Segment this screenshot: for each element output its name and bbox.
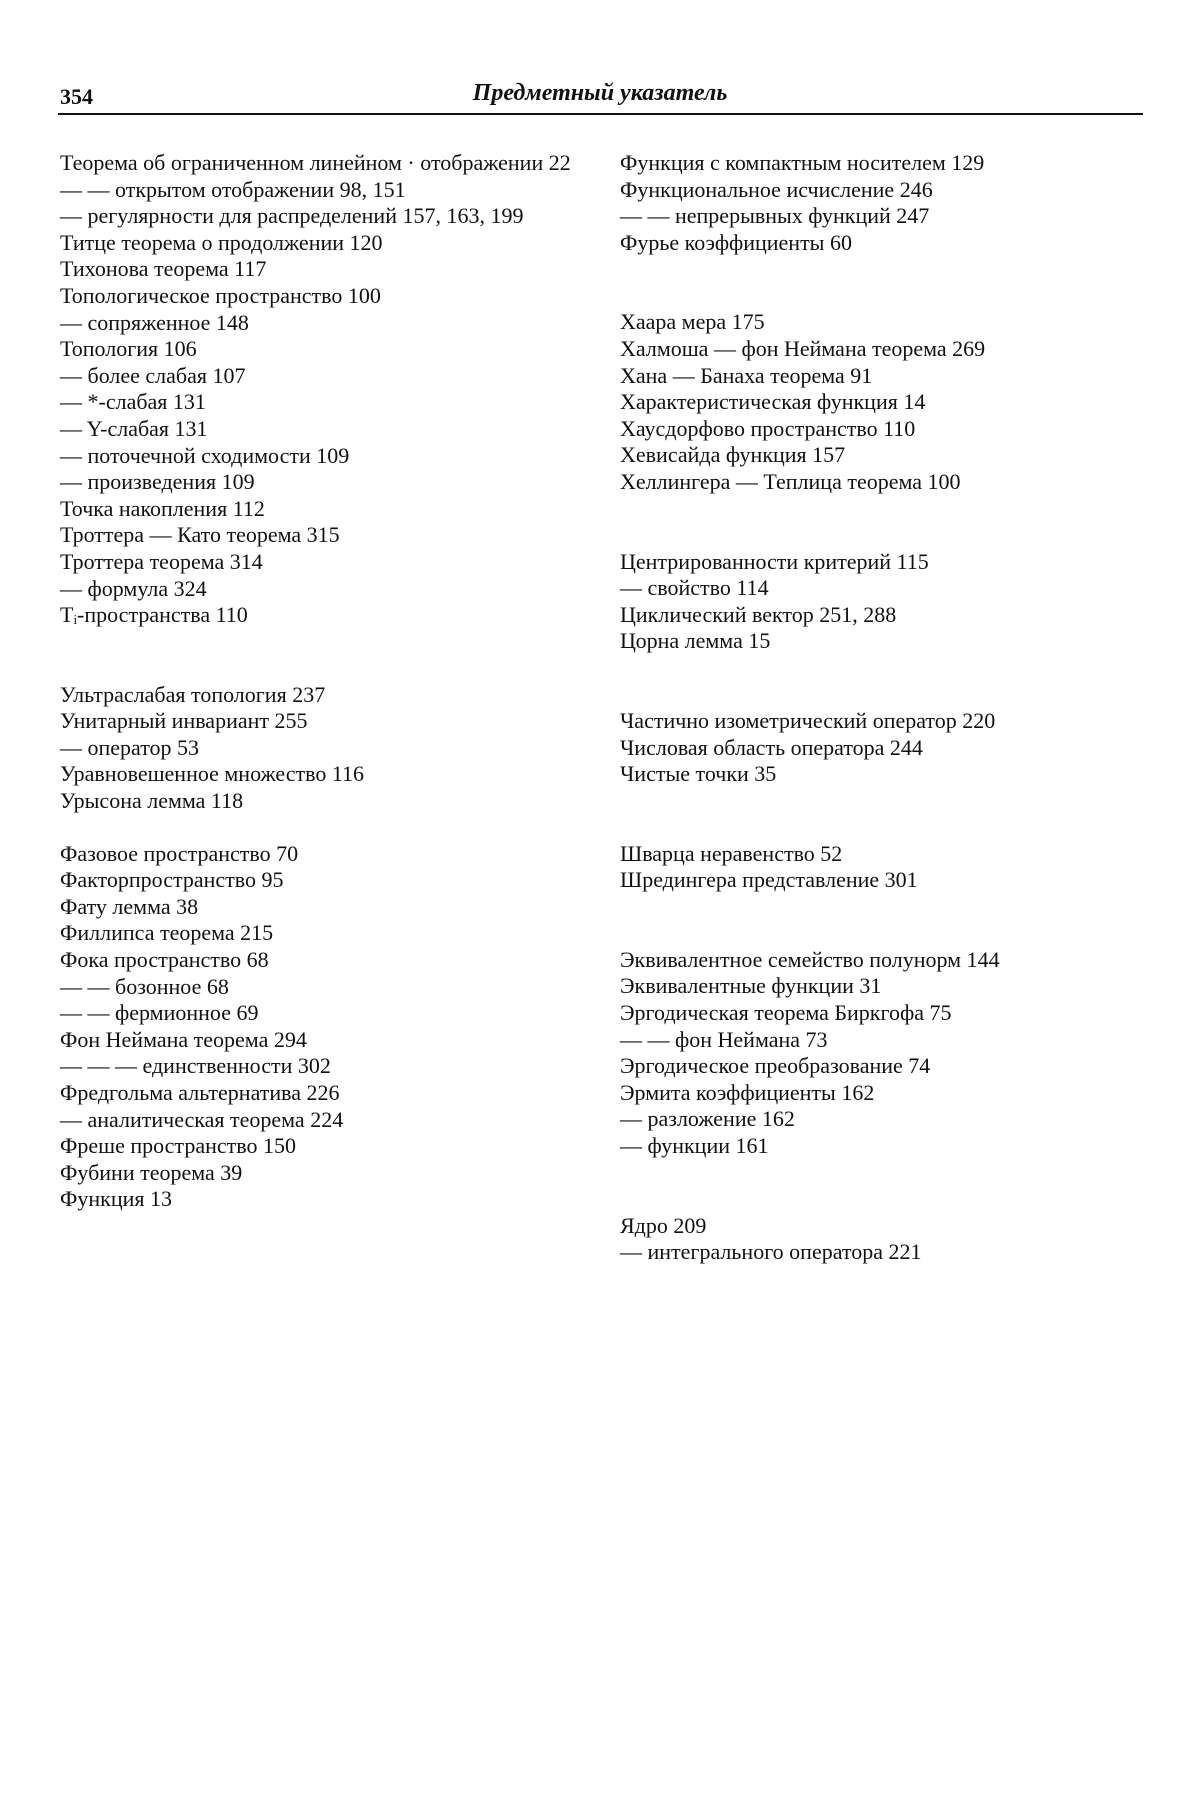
index-entry: Чистые точки 35 bbox=[620, 761, 777, 787]
index-letter-group bbox=[620, 947, 1140, 1160]
index-entry: Числовая область оператора 244 bbox=[620, 734, 923, 760]
index-entry: Топология 106 bbox=[60, 336, 197, 362]
index-entry: Фока пространство 68 bbox=[60, 947, 269, 973]
index-entry: Шредингера представление 301 bbox=[620, 867, 918, 893]
index-entry: Tᵢ-пространства 110 bbox=[60, 602, 248, 628]
index-entry: Характеристическая функция 14 bbox=[620, 389, 926, 415]
index-entry: Ультраслабая топология 237 bbox=[60, 681, 326, 707]
group-gap bbox=[620, 655, 1140, 708]
index-entry: — функции 161 bbox=[620, 1133, 769, 1159]
index-entry: — *-слабая 131 bbox=[60, 389, 206, 415]
index-entry: Тихонова теорема 117 bbox=[60, 256, 267, 282]
index-entry: — свойство 114 bbox=[620, 575, 769, 601]
index-entry: — сопряженное 148 bbox=[60, 309, 249, 335]
page-number: 354 bbox=[60, 84, 93, 109]
index-entry: Хаара мера 175 bbox=[620, 309, 765, 335]
index-letter-group bbox=[60, 841, 580, 1213]
index-entry: Хеллингера — Теплица теорема 100 bbox=[620, 468, 961, 494]
index-letter-group bbox=[60, 682, 580, 815]
group-gap bbox=[620, 894, 1140, 947]
index-entry: — оператор 53 bbox=[60, 734, 200, 760]
index-entry: Функция 13 bbox=[60, 1186, 173, 1212]
index-entry: Унитарный инвариант 255 bbox=[60, 708, 308, 734]
index-entry: — — бозонное 68 bbox=[60, 973, 229, 999]
group-gap bbox=[620, 496, 1140, 549]
index-entry: Ядро 209 bbox=[620, 1212, 707, 1238]
index-entry: Хевисайда функция 157 bbox=[620, 442, 846, 468]
index-entry: Филлипса теорема 215 bbox=[60, 920, 274, 946]
index-entry: — — — единственности 302 bbox=[60, 1053, 331, 1079]
group-gap bbox=[60, 815, 580, 841]
index-letter-group bbox=[620, 309, 1140, 495]
index-column-right bbox=[620, 150, 1140, 1266]
index-entry: Эргодическое преобразование 74 bbox=[620, 1053, 931, 1079]
index-entry: — поточечной сходимости 109 bbox=[60, 442, 350, 468]
index-letter-group bbox=[60, 150, 580, 629]
index-entry: Фреше пространство 150 bbox=[60, 1133, 296, 1159]
index-entry: Точка накопления 112 bbox=[60, 495, 265, 521]
index-entry: — более слабая 107 bbox=[60, 362, 246, 388]
index-letter-group bbox=[620, 841, 1140, 894]
index-entry: — интегрального оператора 221 bbox=[620, 1239, 922, 1265]
index-entry: — регулярности для распределений 157, 163, 199 bbox=[60, 203, 524, 229]
index-entry: — — фермионное 69 bbox=[60, 1000, 259, 1026]
group-gap bbox=[60, 629, 580, 682]
index-entry: Троттера — Като теорема 315 bbox=[60, 522, 340, 548]
index-entry: Эрмита коэффициенты 162 bbox=[620, 1079, 875, 1105]
index-entry: — аналитическая теорема 224 bbox=[60, 1106, 344, 1132]
index-entry: Эквивалентное семейство полунорм 144 bbox=[620, 946, 1000, 972]
index-entry: Фон Неймана теорема 294 bbox=[60, 1026, 307, 1052]
index-letter-group bbox=[620, 1213, 1140, 1266]
index-entry: Эквивалентные функции 31 bbox=[620, 973, 882, 999]
index-entry: Троттера теорема 314 bbox=[60, 548, 263, 574]
index-entry: Фурье коэффициенты 60 bbox=[620, 229, 852, 255]
index-entry: Цорна лемма 15 bbox=[620, 628, 771, 654]
index-entry: — формула 324 bbox=[60, 575, 207, 601]
running-title: Предметный указатель bbox=[472, 80, 728, 106]
index-entry: Фредгольма альтернатива 226 bbox=[60, 1080, 340, 1105]
index-letter-group bbox=[620, 708, 1140, 788]
index-entry: — разложение 162 bbox=[620, 1106, 795, 1132]
index-entry: Шварца неравенство 52 bbox=[620, 840, 843, 866]
index-entry: Частично изометрический оператор 220 bbox=[620, 707, 996, 733]
index-entry: Уравновешенное множество 116 bbox=[60, 761, 365, 787]
group-gap bbox=[620, 256, 1140, 309]
index-entry: Центрированности критерий 115 bbox=[620, 548, 929, 574]
index-entry: Циклический вектор 251, 288 bbox=[620, 601, 897, 627]
index-entry: Халмоша — фон Неймана теорема 269 bbox=[620, 335, 986, 361]
index-letter-group bbox=[620, 549, 1140, 655]
index-entry: Эргодическая теорема Биркгофа 75 bbox=[620, 1000, 952, 1026]
index-entry: — Y-слабая 131 bbox=[60, 415, 208, 441]
index-entry: — произведения 109 bbox=[60, 469, 255, 495]
index-entry: Хаусдорфово пространство 110 bbox=[620, 415, 916, 441]
group-gap bbox=[620, 788, 1140, 841]
index-entry: Хана — Банаха теорема 91 bbox=[620, 362, 873, 388]
index-entry: Функция с компактным носителем 129 bbox=[620, 150, 985, 175]
index-entry: Фазовое пространство 70 bbox=[60, 840, 299, 866]
group-gap bbox=[620, 1160, 1140, 1213]
index-entry: Фубини теорема 39 bbox=[60, 1159, 243, 1185]
index-entry: Урысона лемма 118 bbox=[60, 788, 244, 814]
index-entry: Теорема об ограниченном линейном · отображении 22 bbox=[60, 150, 571, 175]
index-entry: — — открытом отображении 98, 151 bbox=[60, 176, 406, 202]
index-entry: Факторпространство 95 bbox=[60, 867, 284, 893]
index-entry: — — непрерывных функций 247 bbox=[620, 203, 930, 229]
index-column-left bbox=[60, 150, 580, 1213]
index-letter-group bbox=[620, 150, 1140, 256]
index-entry: Функциональное исчисление 246 bbox=[620, 176, 933, 202]
index-entry: Титце теорема о продолжении 120 bbox=[60, 229, 383, 255]
index-entry: Топологическое пространство 100 bbox=[60, 282, 381, 308]
header-rule bbox=[58, 113, 1143, 115]
index-entry: — — фон Неймана 73 bbox=[620, 1026, 828, 1052]
index-entry: Фату лемма 38 bbox=[60, 893, 199, 919]
